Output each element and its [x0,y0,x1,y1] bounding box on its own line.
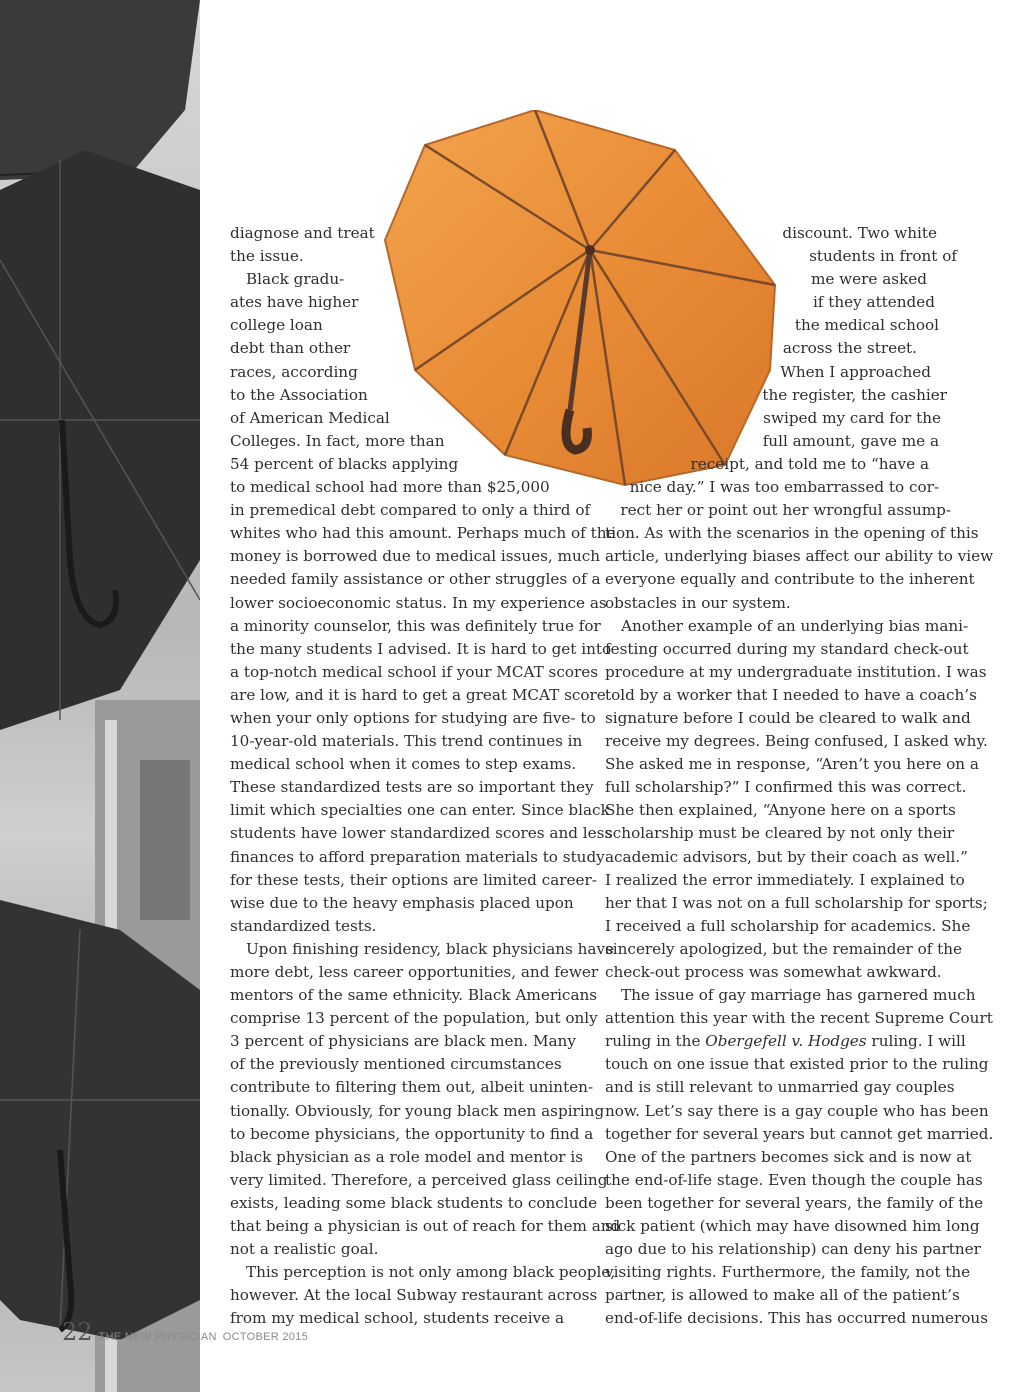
text-line: article, underlying biases affect our ability to view [605,547,994,566]
left-paragraph-1 [230,222,588,268]
text-line: I received a full scholarship for academics. She [605,916,971,935]
text-line: swiped my card for the [763,408,941,427]
text-line: Upon finishing residency, black physicians have [246,939,615,958]
page-footer [62,1318,308,1346]
text-line: full amount, gave me a [762,431,939,450]
text-line: diagnose and treat [230,224,375,242]
text-line: that being a physician is out of reach for them and [230,1217,621,1236]
text-line: debt than other [230,339,351,358]
text-line: everyone equally and contribute to the inherent [605,570,975,589]
text-line: the medical school [794,316,939,335]
sidebar-umbrella-photo [0,0,200,1392]
text-line: finances to afford preparation materials to study [230,847,605,866]
text-line: mentors of the same ethnicity. Black Americans [230,986,598,1005]
left-paragraph-3 [230,938,621,1261]
text-line: standardized tests. [230,916,377,935]
text-line: the register, the cashier [762,385,947,404]
case-name-italic: Obergefell v. Hodges [705,1032,867,1051]
text-line: exists, leading some black students to conclude [230,1193,598,1212]
text-line: These standardized tests are so important they [230,778,594,797]
text-line: attention this year with the recent Supreme Court [605,1009,993,1028]
right-paragraph-1-wrapped [605,222,957,522]
text-line: been together for several years, the family of the [605,1193,984,1212]
text-line: a top-notch medical school if your MCAT scores [230,662,599,681]
left-column [230,222,621,1331]
text-line: of American Medical [230,408,390,427]
text-line: sincerely apologized, but the remainder of the [605,939,963,958]
text-line: ates have higher [230,293,359,312]
text-line: black physician as a role model and mentor is [230,1147,584,1166]
text-line: receive my degrees. Being confused, I asked why. [605,732,988,751]
text-line: however. At the local Subway restaurant across [230,1286,598,1305]
text-line: more debt, less career opportunities, and fewer [230,963,599,981]
text-line: touch on one issue that existed prior to the ruling [605,1055,989,1074]
left-paragraph-2 [230,268,616,938]
issue-date: OCTOBER 2015 [222,1331,309,1343]
text-line: to medical school had more than $25,000 [230,478,550,497]
text-line: The issue of gay marriage has garnered much [621,986,976,1005]
text-line: lower socioeconomic status. In my experience as [230,593,607,612]
text-line: her that I was not on a full scholarship for sports; [605,893,988,912]
text-fragment: ruling in the [605,1032,706,1051]
text-line: Black gradu- [246,270,345,289]
text-fragment: ruling. I will [866,1032,966,1051]
grayscale-umbrellas-icon [0,0,200,1392]
text-line: students in front of [809,247,957,266]
text-line: tionally. Obviously, for young black men aspiring [230,1101,605,1120]
text-line: She then explained, “Anyone here on a sports [605,801,956,820]
text-line: of the previously mentioned circumstances [230,1055,562,1074]
text-line: ago due to his relationship) can deny his partner [605,1240,981,1259]
text-line: to become physicians, the opportunity to find a [230,1124,594,1143]
text-line: for these tests, their options are limited career- [230,870,597,889]
right-column [605,222,994,1331]
text-line: sick patient (which may have disowned him long [605,1217,980,1236]
text-line: When I approached [780,362,931,381]
right-paragraph-2 [605,615,988,985]
text-line: 3 percent of physicians are black men. Many [230,1032,576,1051]
text-line: are low, and it is hard to get a great MCAT score [230,685,606,704]
text-line: wise due to the heavy emphasis placed upon [230,893,574,912]
text-line: contribute to filtering them out, albeit uninten- [230,1078,594,1097]
text-line: together for several years but cannot get married. [605,1124,994,1143]
text-line: needed family assistance or other struggles of a [230,570,601,589]
text-line: to the Association [230,385,368,404]
text-line: One of the partners becomes sick and is now at [605,1147,972,1166]
text-line: if they attended [812,293,935,312]
text-line: limit which specialties one can enter. Since black [230,801,610,820]
text-line: Another example of an underlying bias mani- [621,616,969,635]
text-line: students have lower standardized scores and less [230,824,613,843]
right-paragraph-1-full [605,522,994,614]
text-line: rect her or point out her wrongful assump- [620,501,951,520]
text-line: college loan [230,316,323,335]
text-line: She asked me in response, “Aren’t you here on a [605,755,979,774]
text-line: obstacles in our system. [605,593,791,612]
text-line: told by a worker that I needed to have a coach’s [605,685,977,704]
text-line: across the street. [782,339,917,358]
text-line: festing occurred during my standard check-out [605,639,969,658]
text-line: full scholarship?” I confirmed this was correct. [605,778,967,797]
publication-name: THE NEW PHYSICIAN [98,1331,217,1343]
text-line: me were asked [810,270,927,289]
text-line: visiting rights. Furthermore, the family, not the [605,1263,971,1282]
text-line: scholarship must be cleared by not only their [605,824,955,843]
text-line: very limited. Therefore, a perceived glass ceiling [230,1170,608,1189]
text-line: Colleges. In fact, more than [230,431,445,450]
text-line: nice day.” I was too embarrassed to cor- [629,478,939,497]
text-line: races, according [230,362,358,381]
text-line: the issue. [230,247,304,266]
text-line: and is still relevant to unmarried gay couples [605,1078,955,1097]
text-line: a minority counselor, this was definitely true for [230,616,601,635]
text-line: comprise 13 percent of the population, but only [230,1009,598,1028]
text-line: academic advisors, but by their coach as well.” [605,847,968,866]
text-line: in premedical debt compared to only a third of [230,501,591,520]
text-line: the many students I advised. It is hard to get into [230,639,612,658]
text-line: when your only options for studying are five- to [230,708,596,727]
text-line: 54 percent of blacks applying [230,454,459,473]
text-line: partner, is allowed to make all of the patient’s [605,1286,960,1305]
text-line: now. Let’s say there is a gay couple who has been [605,1101,989,1120]
text-line: receipt, and told me to “have a [690,454,929,473]
text-line: not a realistic goal. [230,1240,379,1259]
text-line: from my medical school, students receive a [230,1309,565,1328]
text-line: end-of-life decisions. This has occurred numerous [605,1309,989,1328]
text-line: signature before I could be cleared to walk and [605,708,971,727]
text-line: I realized the error immediately. I explained to [605,870,965,889]
right-paragraph-3 [605,984,994,1330]
text-line: tion. As with the scenarios in the opening of this [605,524,979,543]
text-line: procedure at my undergraduate institution. I was [605,662,987,681]
text-line: This perception is not only among black people, [246,1263,616,1282]
text-line: discount. Two white [782,224,937,242]
text-line: 10-year-old materials. This trend continues in [230,732,583,751]
text-line: the end-of-life stage. Even though the couple has [605,1170,983,1189]
text-line: check-out process was somewhat awkward. [605,963,942,981]
page-number: 22 [62,1318,93,1346]
text-line-with-case-name [605,1030,966,1053]
text-line: whites who had this amount. Perhaps much of the [230,524,616,543]
text-line: medical school when it comes to step exams. [230,755,577,774]
text-line: money is borrowed due to medical issues, much [230,547,601,566]
